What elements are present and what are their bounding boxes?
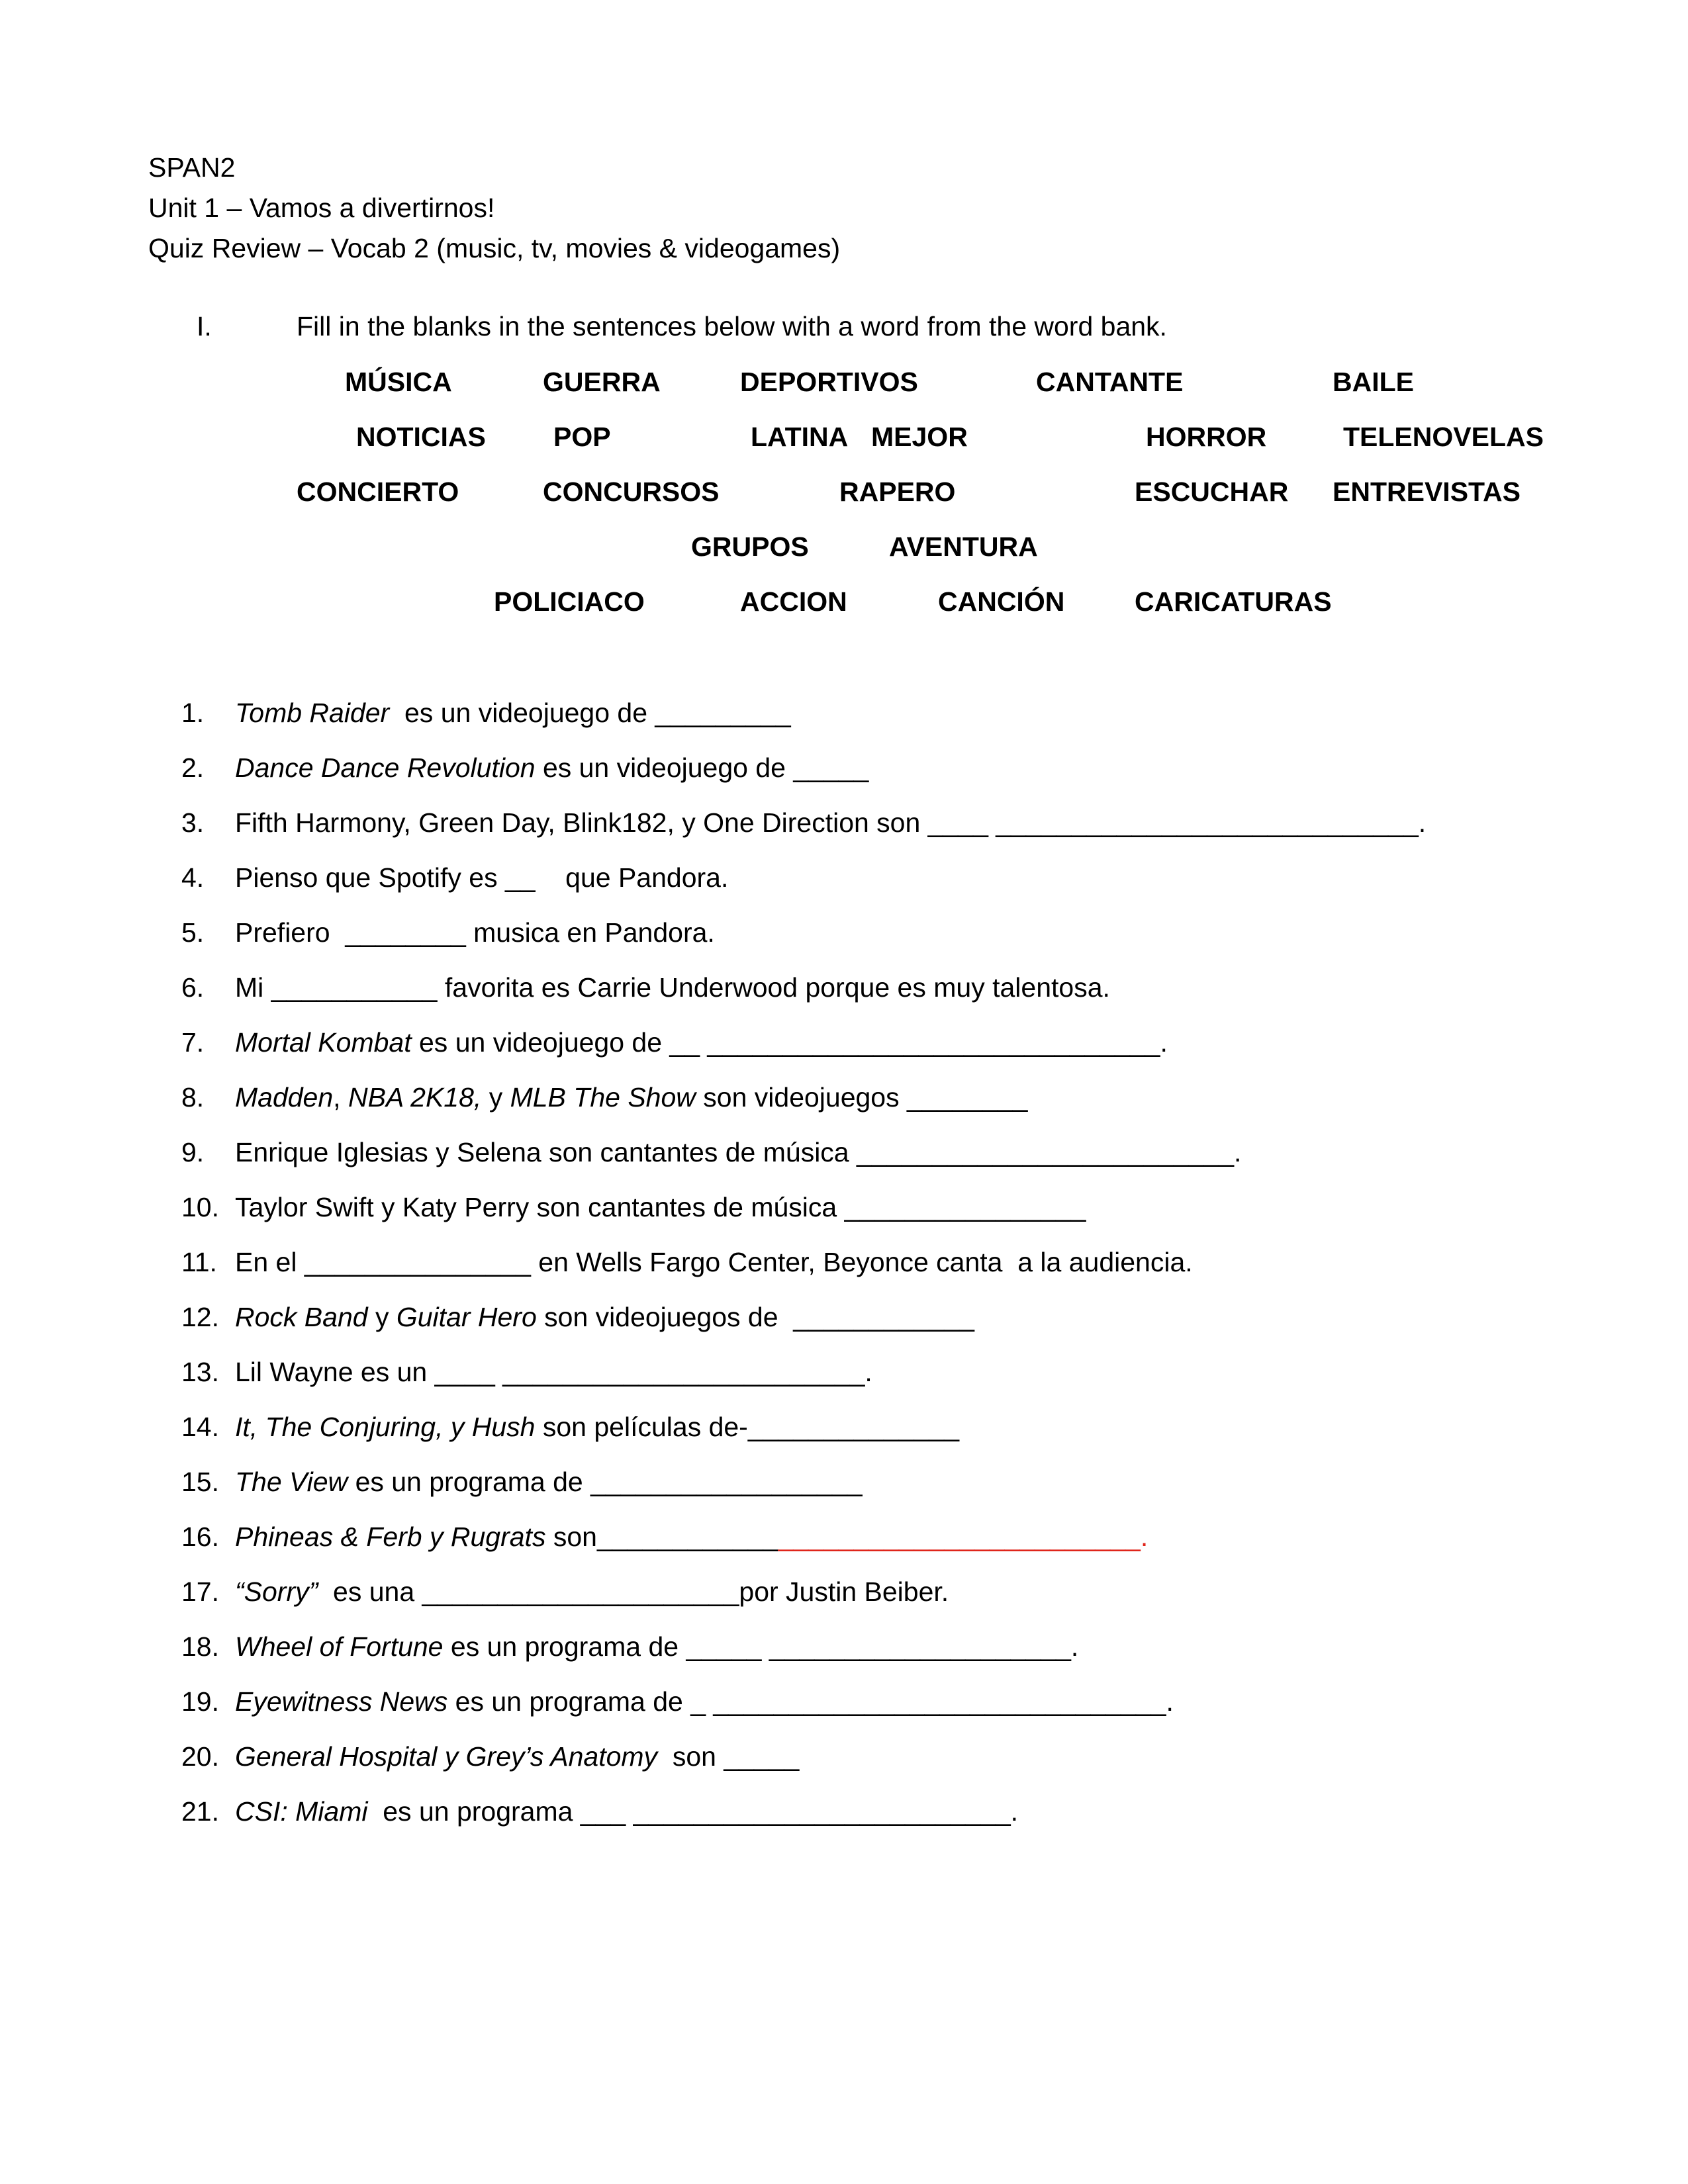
question-body: es un programa de __________________ — [348, 1467, 863, 1497]
word-bank-item: TELENOVELAS — [1343, 422, 1544, 452]
question-number: 3. — [181, 807, 205, 838]
question-text — [235, 751, 868, 784]
question-italic: Wheel of Fortune — [235, 1631, 444, 1662]
word-bank-item: POP — [553, 422, 611, 452]
question-text: Prefiero ________ musica en Pandora. — [235, 917, 715, 948]
question-separator: , — [333, 1082, 348, 1113]
question-number: 1. — [181, 698, 205, 728]
question-body: es un videojuego de _________ — [389, 698, 791, 728]
word-bank-item: POLICIACO — [494, 586, 645, 617]
question-text — [235, 1630, 1078, 1663]
question-italic: CSI: Miami — [235, 1796, 368, 1827]
word-bank-item: CONCIERTO — [297, 477, 459, 507]
word-bank-item: LATINA — [751, 422, 849, 452]
word-bank-item: ESCUCHAR — [1135, 477, 1289, 507]
question-body: es un programa ___ _________________________. — [367, 1796, 1019, 1827]
question-body: es un programa de _____ ____________________. — [443, 1631, 1079, 1662]
question-text: Lil Wayne es un ____ ________________________. — [235, 1357, 872, 1387]
question-body: son____________ — [545, 1522, 778, 1552]
question-italic: Madden — [235, 1082, 334, 1113]
question-italic: Phineas & Ferb y Rugrats — [235, 1522, 546, 1552]
word-bank-item: CANTANTE — [1036, 367, 1184, 397]
question-italic: “Sorry” — [235, 1576, 318, 1607]
question-number: 2. — [181, 752, 205, 783]
word-bank-item: MÚSICA — [345, 367, 452, 397]
word-bank-item: RAPERO — [839, 477, 956, 507]
question-number: 12. — [181, 1302, 219, 1332]
word-bank-item: CARICATURAS — [1135, 586, 1332, 617]
question-body: es un videojuego de _____ — [535, 752, 869, 783]
word-bank-item: DEPORTIVOS — [740, 367, 918, 397]
question-italic: Tomb Raider — [235, 698, 390, 728]
word-bank-item: AVENTURA — [889, 531, 1038, 562]
question-number: 11. — [181, 1247, 217, 1277]
question-number: 4. — [181, 862, 205, 893]
question-number: 8. — [181, 1082, 205, 1113]
question-text: En el _______________ en Wells Fargo Center, Beyonce canta a la audiencia. — [235, 1247, 1193, 1277]
question-italic: NBA 2K18, — [348, 1082, 482, 1113]
question-text — [235, 1795, 1018, 1828]
question-text — [235, 1081, 1027, 1114]
word-bank-item: BAILE — [1333, 367, 1414, 397]
question-italic: Rock Band — [235, 1302, 368, 1332]
question-italic: Eyewitness News — [235, 1686, 448, 1717]
question-text: Mi ___________ favorita es Carrie Underwood porque es muy talentosa. — [235, 972, 1110, 1003]
word-bank-item: GRUPOS — [691, 531, 809, 562]
question-text — [235, 1575, 949, 1608]
question-body: son _____ — [657, 1741, 800, 1772]
question-italic: General Hospital y Grey’s Anatomy — [235, 1741, 658, 1772]
question-italic: Dance Dance Revolution — [235, 752, 536, 783]
question-text — [235, 1465, 863, 1498]
question-number: 19. — [181, 1686, 219, 1717]
question-body: son videojuegos de ____________ — [536, 1302, 974, 1332]
question-italic: Mortal Kombat — [235, 1027, 412, 1058]
question-number: 14. — [181, 1412, 219, 1442]
question-text — [235, 696, 791, 729]
question-number: 7. — [181, 1027, 205, 1058]
question-italic: Guitar Hero — [396, 1302, 537, 1332]
unit-title: Unit 1 – Vamos a divertirnos! — [148, 193, 495, 223]
word-bank-item: NOTICIAS — [356, 422, 486, 452]
question-number: 13. — [181, 1357, 219, 1387]
word-bank-item: GUERRA — [543, 367, 661, 397]
question-text — [235, 1740, 799, 1773]
question-number: 17. — [181, 1576, 219, 1607]
question-text — [235, 1300, 974, 1334]
question-text: Enrique Iglesias y Selena son cantantes de música _________________________. — [235, 1137, 1242, 1167]
question-text — [235, 1410, 959, 1443]
question-italic: MLB The Show — [510, 1082, 696, 1113]
section-instruction: Fill in the blanks in the sentences below with a word from the word bank. — [297, 311, 1167, 341]
question-number: 15. — [181, 1467, 219, 1497]
question-separator: y — [481, 1082, 510, 1113]
section-number: I. — [197, 311, 212, 341]
word-bank-item: MEJOR — [871, 422, 968, 452]
question-italic: The View — [235, 1467, 348, 1497]
question-text: Pienso que Spotify es __ que Pandora. — [235, 862, 729, 893]
word-bank-item: ACCION — [740, 586, 847, 617]
word-bank-item: CANCIÓN — [938, 586, 1065, 617]
word-bank-item: ENTREVISTAS — [1333, 477, 1521, 507]
question-body: es una _____________________por Justin Beiber. — [318, 1576, 949, 1607]
word-bank-item: CONCURSOS — [543, 477, 720, 507]
question-body: es un videojuego de __ ______________________________. — [411, 1027, 1168, 1058]
question-number: 21. — [181, 1796, 219, 1827]
question-number: 10. — [181, 1192, 219, 1222]
question-separator: y — [367, 1302, 397, 1332]
question-body: es un programa de _ ______________________________. — [447, 1686, 1174, 1717]
page-title: Quiz Review – Vocab 2 (music, tv, movies & videogames) — [148, 233, 841, 263]
question-italic: It, The Conjuring, y Hush — [235, 1412, 536, 1442]
question-number: 5. — [181, 917, 205, 948]
question-text — [235, 1520, 1148, 1553]
question-number: 9. — [181, 1137, 205, 1167]
question-number: 6. — [181, 972, 205, 1003]
question-text: Fifth Harmony, Green Day, Blink182, y One Direction son ____ ____________________________. — [235, 807, 1427, 838]
course-code: SPAN2 — [148, 152, 236, 183]
question-body-red: ________________________. — [778, 1522, 1149, 1552]
question-body: son videojuegos ________ — [695, 1082, 1028, 1113]
word-bank-item: HORROR — [1146, 422, 1267, 452]
question-text: Taylor Swift y Katy Perry son cantantes de música ________________ — [235, 1192, 1086, 1222]
question-text — [235, 1685, 1174, 1718]
question-text — [235, 1026, 1168, 1059]
question-body: son películas de-______________ — [535, 1412, 960, 1442]
question-number: 16. — [181, 1522, 219, 1552]
question-number: 18. — [181, 1631, 219, 1662]
question-number: 20. — [181, 1741, 219, 1772]
